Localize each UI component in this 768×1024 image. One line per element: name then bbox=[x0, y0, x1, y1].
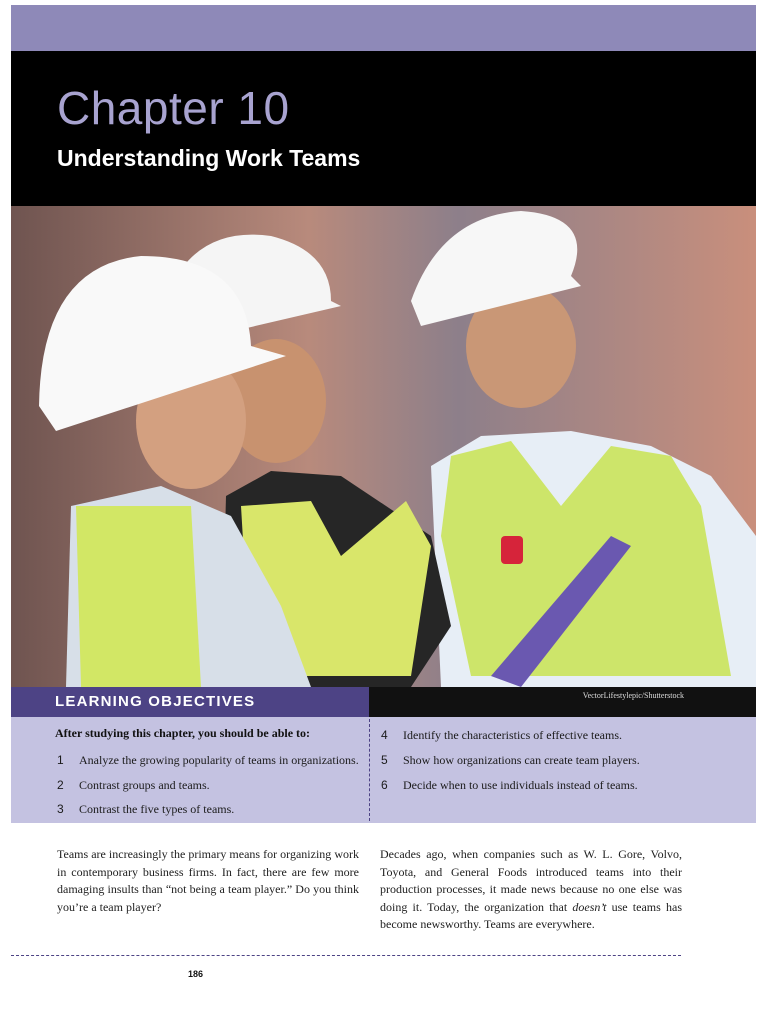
objective-text: Decide when to use individuals instead of teams. bbox=[403, 778, 638, 792]
objective-number: 5 bbox=[381, 753, 388, 767]
objective-item bbox=[381, 728, 622, 743]
learning-objectives-panel bbox=[11, 717, 756, 823]
chapter-header bbox=[11, 51, 756, 206]
objective-item bbox=[381, 753, 640, 768]
objective-item bbox=[57, 778, 210, 793]
objective-number: 1 bbox=[57, 753, 64, 767]
objective-item bbox=[381, 778, 638, 793]
objective-number: 2 bbox=[57, 778, 64, 792]
objective-number: 6 bbox=[381, 778, 388, 792]
objective-item bbox=[57, 802, 234, 817]
objective-item bbox=[57, 753, 359, 768]
intro-paragraph-right bbox=[380, 846, 682, 934]
page-number: 186 bbox=[188, 969, 204, 979]
paragraph-text: use teams has become newsworthy. Teams are everywhere. bbox=[380, 899, 682, 931]
objective-number: 3 bbox=[57, 802, 64, 816]
top-color-band bbox=[11, 5, 756, 51]
objective-number: 4 bbox=[381, 728, 388, 742]
objective-text: Show how organizations can create team players. bbox=[403, 753, 640, 767]
learning-objectives-bar bbox=[11, 687, 756, 717]
paragraph-text: Decades ago, when companies such as W. L. Gore, Volvo, Toyota, and General Foods introduced teams into their production processes, it made news because no one else was doing it. Today, the organization that bbox=[380, 847, 682, 914]
objective-text: Identify the characteristics of effective teams. bbox=[403, 728, 623, 742]
workers-illustration bbox=[11, 206, 756, 687]
objective-text: Contrast the five types of teams. bbox=[79, 802, 235, 816]
photo-credit: VectorLifestylepic/Shutterstock bbox=[582, 691, 684, 700]
chapter-photo bbox=[11, 206, 756, 687]
intro-paragraph-left: Teams are increasingly the primary means for organizing work in contemporary business firms. In fact, there are few more damaging insults than “not being a team player.” Do you think you’re a team player? bbox=[57, 847, 359, 914]
objectives-divider bbox=[369, 719, 370, 821]
learning-objectives-intro: After studying this chapter, you should be able to: bbox=[55, 726, 311, 740]
emphasis-text: doesn’t bbox=[572, 899, 607, 914]
learning-objectives-heading: LEARNING OBJECTIVES bbox=[55, 693, 256, 710]
learning-objectives-header bbox=[11, 687, 369, 717]
bottom-divider bbox=[11, 955, 681, 956]
chapter-number: Chapter 10 bbox=[57, 82, 290, 134]
objective-text: Analyze the growing popularity of teams in organizations. bbox=[79, 753, 359, 767]
chapter-title: Understanding Work Teams bbox=[57, 145, 361, 171]
objective-text: Contrast groups and teams. bbox=[79, 778, 210, 792]
